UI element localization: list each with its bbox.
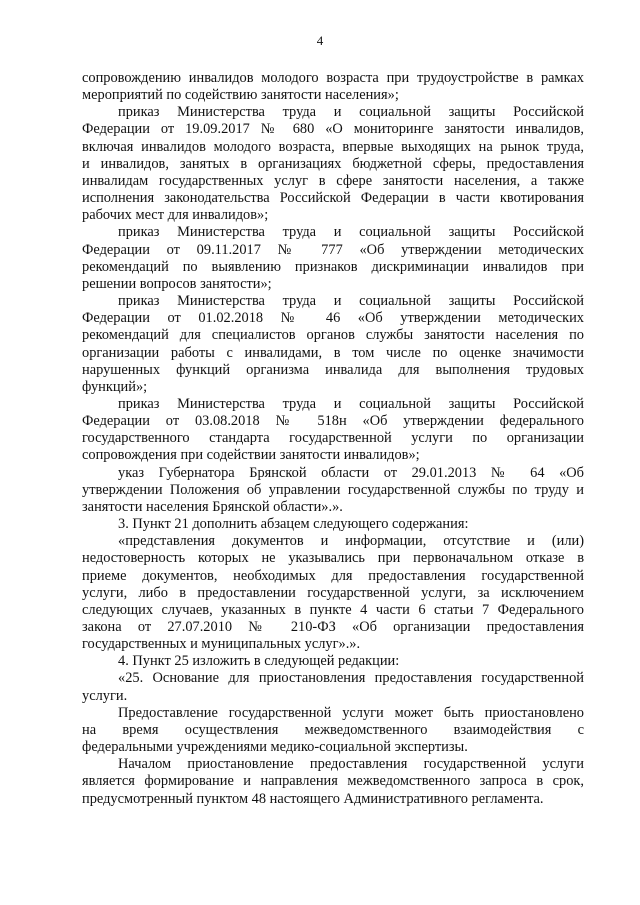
text-line: Предоставление государственной услуги может быть приостановлено xyxy=(118,704,584,721)
text-line: рабочих мест для инвалидов»; xyxy=(82,207,269,224)
text-line: приказ Министерства труда и социальной защиты Российской xyxy=(118,293,584,310)
text-line: Федерации от 01.02.2018 № 46 «Об утверждении методических xyxy=(82,310,584,327)
text-line: функций»; xyxy=(82,378,148,395)
text-line: указ Губернатора Брянской области от 29.01.2013 № 64 «Об xyxy=(118,464,584,481)
text-line: исполнения законодательства Российской Федерации в части квотирования xyxy=(82,190,584,207)
text-line: приказ Министерства труда и социальной защиты Российской xyxy=(118,224,584,241)
text-line: Федерации от 09.11.2017 № 777 «Об утверждении методических xyxy=(82,241,584,258)
text-line: услуги. xyxy=(82,687,128,704)
text-line: государственного стандарта государственной услуги по организации xyxy=(82,430,584,447)
text-line: 3. Пункт 21 дополнить абзацем следующего содержания: xyxy=(118,516,469,533)
text-line: «представления документов и информации, отсутствие и (или) xyxy=(118,533,584,550)
page-number: 4 xyxy=(316,33,324,48)
text-line: решении вопросов занятости»; xyxy=(82,275,272,292)
text-line: нарушенных функций организма инвалида для выполнения трудовых xyxy=(82,361,584,378)
text-line: предусмотренный пунктом 48 настоящего Административного регламента. xyxy=(82,790,544,807)
text-line: Федерации от 19.09.2017 № 680 «О мониторинге занятости инвалидов, xyxy=(82,121,584,138)
text-line: рекомендаций для специалистов органов службы занятости населения по xyxy=(82,327,584,344)
text-line: недостоверность которых не указывались при первоначальном отказе в xyxy=(82,550,584,567)
text-line: Началом приостановление предоставления государственной услуги xyxy=(118,756,584,773)
text-line: государственных и муниципальных услуг».». xyxy=(82,636,361,653)
text-line: 4. Пункт 25 изложить в следующей редакции: xyxy=(118,653,400,670)
text-line: утверждении Положения об управлении государственной службы по труду и xyxy=(82,481,584,498)
text-line: федеральными учреждениями медико-социальной экспертизы. xyxy=(82,739,468,756)
text-line: услуги, либо в предоставлении государственной услуги, за исключением xyxy=(82,584,584,601)
text-line: закона от 27.07.2010 № 210-ФЗ «Об организации предоставления xyxy=(82,619,584,635)
text-line: и инвалидов, занятых в организациях бюджетной сферы, предоставления xyxy=(82,155,584,172)
document-body xyxy=(82,70,584,808)
text-line: инвалидам государственных услуг в сфере занятости населения, а также xyxy=(82,172,584,189)
text-line: занятости населения Брянской области».». xyxy=(82,498,343,515)
text-line: рекомендаций по выявлению признаков дискриминации инвалидов при xyxy=(82,258,584,275)
text-line: приказ Министерства труда и социальной защиты Российской xyxy=(118,104,584,121)
text-line: Федерации от 03.08.2018 № 518н «Об утверждении федерального xyxy=(82,413,584,430)
text-line: организации работы с инвалидами, в том числе по оценке значимости xyxy=(82,344,584,361)
text-line: приказ Министерства труда и социальной защиты Российской xyxy=(118,395,584,412)
text-line: сопровождения при содействии занятости инвалидов»; xyxy=(82,447,420,464)
text-line: «25. Основание для приостановления предоставления государственной xyxy=(118,670,584,687)
text-line: следующих случаев, указанных в пункте 4 части 6 статьи 7 Федерального xyxy=(82,601,584,618)
text-line: на время осуществления межведомственного взаимодействия с xyxy=(82,721,584,738)
text-line: приеме документов, необходимых для предоставления государственной xyxy=(82,567,584,584)
text-line: мероприятий по содействию занятости населения»; xyxy=(82,87,399,104)
text-line: включая инвалидов молодого возраста, впервые выходящих на рынок труда, xyxy=(82,138,584,155)
text-line: является формирование и направления межведомственного запроса в срок, xyxy=(82,773,584,790)
text-line: сопровождению инвалидов молодого возраста при трудоустройстве в рамках xyxy=(82,70,584,86)
